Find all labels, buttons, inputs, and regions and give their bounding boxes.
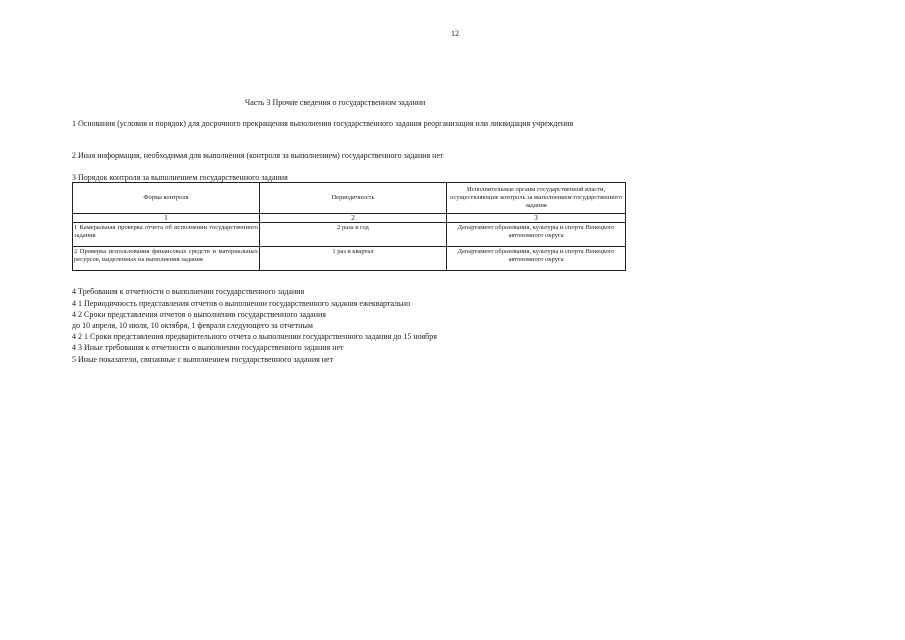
reporting-deadlines: 4 2 Сроки представления отчетов о выполнении государственного задания xyxy=(72,310,326,319)
header-authorities: Исполнительные органы государственной власти, осуществляющие контроль за выполнением государственного задания xyxy=(447,183,626,214)
other-indicators: 5 Иные показатели, связанные с выполнением государственного задания нет xyxy=(72,355,334,364)
table-row xyxy=(73,223,626,247)
cell-authority: Департамент образования, культуры и спорта Ненецкого автономного округа xyxy=(447,247,626,271)
preliminary-report-deadline: 4 2 1 Сроки представления предварительного отчета о выполнении государственного задания до 15 ноября xyxy=(72,332,437,341)
reporting-deadline-dates: до 10 апреля, 10 июля, 10 октября, 1 февраля следующего за отчетным xyxy=(72,321,313,330)
part-title: Часть 3 Прочие сведения о государственном задании xyxy=(245,98,426,107)
cell-control-form: 2 Проверка использования финансовых средств и материальных ресурсов, выделенных на выполнения задания xyxy=(73,247,260,271)
paragraph-termination-grounds: 1 Основания (условия и порядок) для досрочного прекращения выполнения государственного задания реорганизация или ликвидация учреждения xyxy=(72,119,574,128)
column-number: 1 xyxy=(73,214,260,223)
cell-authority: Департамент образования, культуры и спорта Ненецкого автономного округа xyxy=(447,223,626,247)
cell-periodicity: 1 раз в квартал xyxy=(260,247,447,271)
table-number-row xyxy=(73,214,626,223)
table-row xyxy=(73,247,626,271)
paragraph-control-procedure: 3 Порядок контроля за выполнением государственного задания xyxy=(72,173,288,182)
other-reporting-requirements: 4 3 Иные требования к отчетности о выполнении государственного задания нет xyxy=(72,343,344,352)
header-control-form: Форма контроля xyxy=(73,183,260,214)
control-table xyxy=(72,182,626,271)
page-number: 12 xyxy=(451,29,459,38)
reporting-periodicity: 4 1 Периодичность представления отчетов о выполнении государственного задания ежеквартально xyxy=(72,299,411,308)
cell-control-form: 1 Камеральная проверка отчета об исполнении государственного задания xyxy=(73,223,260,247)
column-number: 2 xyxy=(260,214,447,223)
table-header-row xyxy=(73,183,626,214)
cell-periodicity: 2 раза в год xyxy=(260,223,447,247)
paragraph-other-information: 2 Иная информация, необходимая для выполнения (контроля за выполнением) государственного задания нет xyxy=(72,151,444,160)
header-periodicity: Периодичность xyxy=(260,183,447,214)
reporting-requirements-heading: 4 Требования к отчетности о выполнении государственного задания xyxy=(72,287,305,296)
column-number: 3 xyxy=(447,214,626,223)
